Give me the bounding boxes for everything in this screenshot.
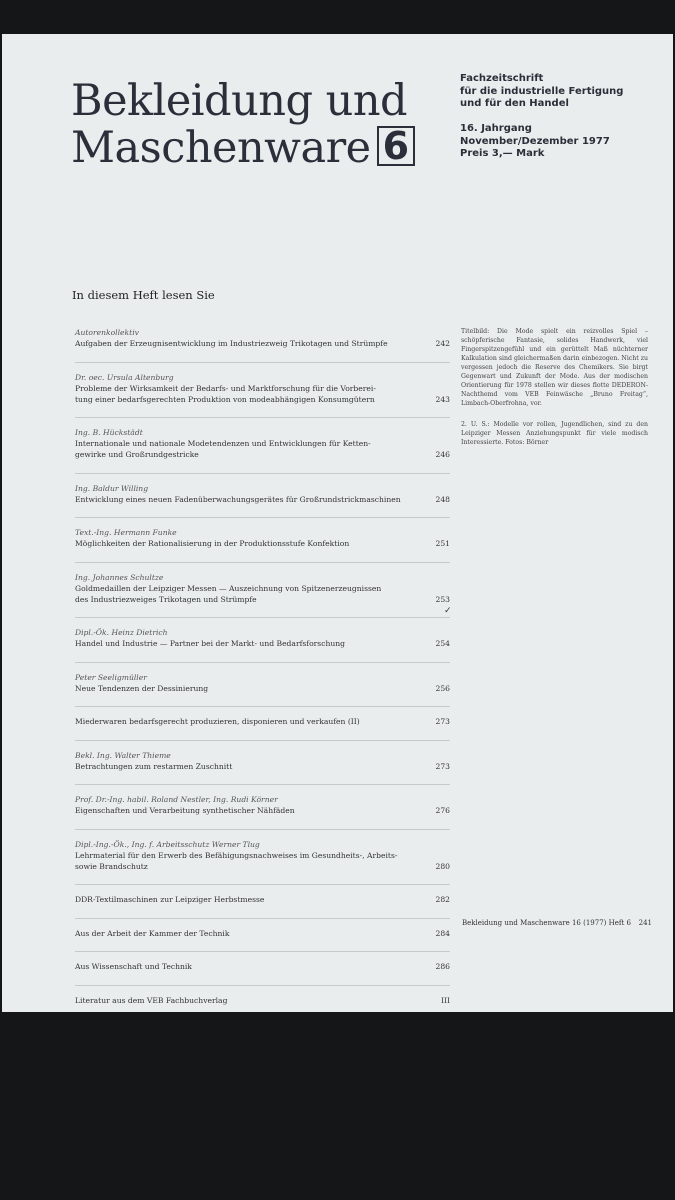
toc-page-number: 273 (435, 761, 450, 771)
toc-divider (75, 951, 450, 952)
toc-entry (75, 961, 450, 972)
toc-entry (75, 627, 450, 649)
toc-line (75, 338, 450, 349)
toc-entry (75, 427, 450, 460)
footer-journal: Bekleidung und Maschenware 16 (1977) Heft 6 (462, 919, 631, 927)
toc-divider (75, 617, 450, 618)
toc-line (75, 850, 450, 861)
toc-entry (75, 572, 450, 605)
toc-author: Ing. Baldur Willing (75, 483, 149, 493)
toc-title: Aufgaben der Erzeugnisentwicklung im Industriezweig Trikotagen und Strümpfe (75, 339, 388, 348)
toc-divider (75, 918, 450, 919)
sub-line-3: und für den Handel (460, 98, 569, 109)
toc-author: Dr. oec. Ursula Altenburg (75, 372, 174, 382)
toc-entry (75, 995, 450, 1006)
masthead-title (71, 78, 415, 172)
toc-author: Autorenkollektiv (75, 328, 139, 337)
toc-line (75, 716, 450, 727)
toc-divider (75, 662, 450, 663)
toc-line (75, 438, 450, 449)
toc-entry (75, 527, 450, 549)
toc-divider (75, 784, 450, 785)
publication-description (460, 73, 623, 111)
toc-author: Dipl.-Ing.-Ök., Ing. f. Arbeitsschutz Werner Tlug (75, 839, 260, 849)
toc-divider (75, 740, 450, 741)
toc-entry (75, 327, 450, 349)
toc-divider (75, 985, 450, 986)
toc-entry (75, 372, 450, 405)
toc-divider (75, 884, 450, 885)
toc-title: Miederwaren bedarfsgerecht produzieren, disponieren und verkaufen (II) (75, 717, 360, 726)
toc-divider (75, 562, 450, 563)
toc-page-number: 256 (435, 683, 450, 693)
toc-title: Literatur aus dem VEB Fachbuchverlag (75, 995, 228, 1005)
toc-author: Text.-Ing. Hermann Funke (75, 528, 177, 537)
toc-line (75, 928, 450, 939)
toc-line (75, 894, 450, 905)
toc-title: Betrachtungen zum restarmen Zuschnitt (75, 761, 233, 771)
toc-title: Handel und Industrie — Partner bei der Markt- und Bedarfsforschung (75, 639, 345, 648)
toc-entry (75, 894, 450, 905)
toc-entry (75, 928, 450, 939)
toc-page-number: 248 (435, 494, 450, 504)
toc-line (75, 761, 450, 772)
toc-line (75, 805, 450, 816)
toc-page-number: 273 (435, 717, 450, 726)
footer-page-number: 241 (638, 919, 652, 927)
toc-title: gewirke und Großrundgestricke (75, 450, 199, 459)
toc-divider (75, 517, 450, 518)
price: Preis 3,— Mark (460, 148, 545, 159)
toc-page-number: 243 (435, 394, 450, 404)
margin-mark: ✓ (444, 606, 452, 616)
toc-divider (75, 362, 450, 363)
toc-divider (75, 417, 450, 418)
toc-entry (75, 672, 450, 694)
cover-caption: Titelbild: Die Mode spielt ein reizvolles Spiel – schöpferische Fantasie, solides Handwerk, viel Fingerspitzengefühl und ein gerüttelt Maß nüchterner Kalkulation sind gleichermaßen darin einbezogen. Nicht zu vergessen jedoch die Reserve des Chemikers. Sie birgt Gegenwart und Zukunft der Mode. Aus der modischen Orientierung für 1978 stellen wir dieses flotte DEDERON-Nachthemd vom VEB Feinwäsche „Bruno Freitag“, Limbach-Oberfrohna, vor. (461, 328, 648, 407)
toc-page-number: 242 (435, 339, 450, 348)
sub-line-1: Fachzeitschrift (460, 73, 544, 84)
toc-title: Internationale und nationale Modetendenzen und Entwicklungen für Ketten- (75, 439, 371, 448)
sidebar-captions (461, 327, 648, 459)
toc-page-number: 276 (435, 806, 450, 815)
toc-title: Entwicklung eines neuen Fadenüberwachungsgerätes für Großrundstrickmaschinen (75, 494, 401, 504)
toc-title: des Industriezweiges Trikotagen und Strümpfe (75, 594, 257, 604)
toc-author: Prof. Dr.-Ing. habil. Roland Nestler, Ing. Rudi Körner (75, 795, 278, 804)
toc-divider (75, 473, 450, 474)
toc-title: Möglichkeiten der Rationalisierung in der Produktionsstufe Konfektion (75, 539, 350, 548)
issue-meta (460, 123, 610, 161)
toc-entry (75, 750, 450, 772)
toc-line (75, 383, 450, 394)
toc-divider (75, 829, 450, 830)
toc-author: Ing. B. Hückstädt (75, 428, 143, 437)
toc-page-number: 254 (435, 639, 450, 648)
toc-title: Eigenschaften und Verarbeitung synthetischer Nähfäden (75, 806, 295, 815)
toc-page-number: 282 (435, 895, 450, 904)
toc-author: Bekl. Ing. Walter Thieme (75, 750, 171, 760)
toc-entry (75, 839, 450, 872)
toc-line (75, 638, 450, 649)
inside-cover-caption: 2. U. S.: Modelle vor rollen, Jugendlichen, sind zu den Leipziger Messen Anziehungspunkt für viele modisch Interessierte. Fotos: Börner (461, 421, 648, 446)
issue-date: November/Dezember 1977 (460, 135, 610, 147)
toc-title: Lehrmaterial für den Erwerb des Befähigungsnachweises im Gesundheits-, Arbeits- (75, 850, 398, 860)
toc-line (75, 961, 450, 972)
toc-title: DDR-Textilmaschinen zur Leipziger Herbstmesse (75, 895, 265, 904)
table-of-contents (75, 327, 450, 1018)
toc-entry (75, 483, 450, 505)
toc-line (75, 583, 450, 594)
toc-title: sowie Brandschutz (75, 861, 148, 871)
toc-line (75, 594, 450, 605)
title-line-1: Bekleidung und (71, 76, 408, 126)
toc-line (75, 995, 450, 1006)
toc-page-number: 246 (435, 450, 450, 459)
toc-page-number: 253 (435, 594, 450, 604)
toc-author: Dipl.-Ök. Heinz Dietrich (75, 628, 168, 637)
toc-page-number: 280 (435, 861, 450, 871)
toc-title: Goldmedaillen der Leipziger Messen — Auszeichnung von Spitzenerzeugnissen (75, 583, 382, 593)
toc-line (75, 538, 450, 549)
toc-line (75, 494, 450, 505)
toc-author: Ing. Johannes Schultze (75, 572, 164, 582)
toc-title: tung einer bedarfsgerechten Produktion von modeabhängigen Konsumgütern (75, 394, 375, 404)
toc-page-number: 251 (435, 539, 450, 548)
toc-page-number: 286 (435, 962, 450, 971)
volume: 16. Jahrgang (460, 123, 532, 134)
title-line-2-text: Maschenware (71, 123, 371, 173)
toc-author: Peter Seeligmüller (75, 672, 147, 682)
issue-number-box: 6 (377, 126, 415, 166)
toc-line (75, 394, 450, 405)
toc-line (75, 683, 450, 694)
toc-entry (75, 794, 450, 816)
toc-line (75, 861, 450, 872)
toc-heading: In diesem Heft lesen Sie (72, 288, 215, 302)
toc-title: Neue Tendenzen der Dessinierung (75, 683, 209, 693)
toc-divider (75, 706, 450, 707)
title-line-2 (71, 125, 415, 172)
toc-line (75, 449, 450, 460)
toc-page-number: III (441, 995, 450, 1005)
toc-entry (75, 716, 450, 727)
page-footer (462, 919, 652, 927)
toc-title: Aus der Arbeit der Kammer der Technik (75, 928, 230, 938)
toc-title: Aus Wissenschaft und Technik (75, 962, 192, 971)
sub-line-2: für die industrielle Fertigung (460, 85, 624, 97)
toc-title: Probleme der Wirksamkeit der Bedarfs- und Marktforschung für die Vorberei- (75, 383, 376, 393)
toc-page-number: 284 (435, 928, 450, 938)
